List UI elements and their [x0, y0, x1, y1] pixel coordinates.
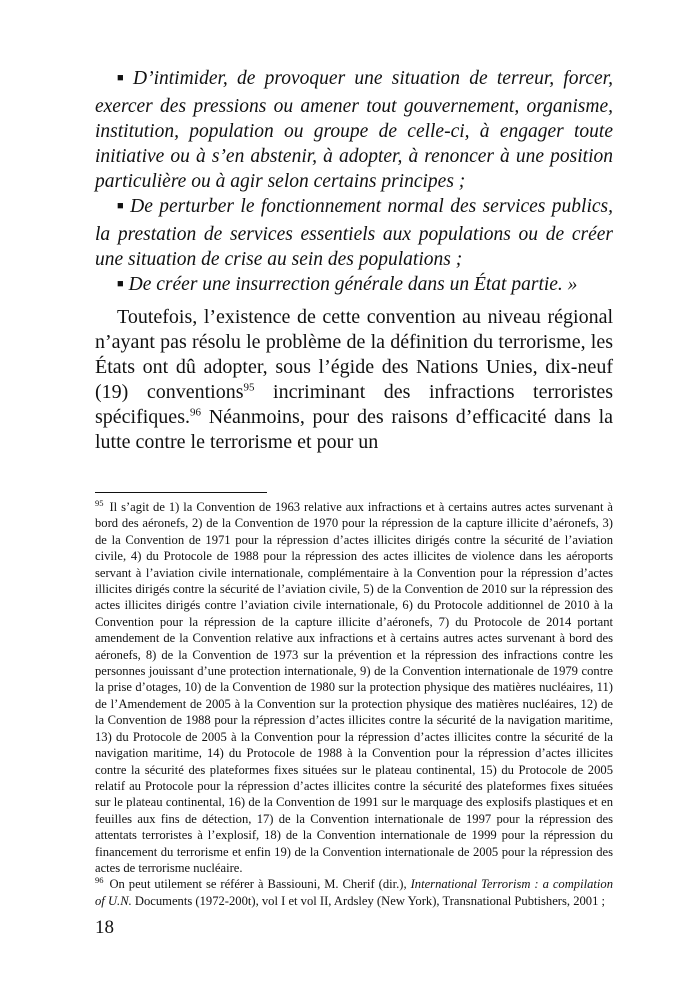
bullet-text: D’intimider, de provoquer une situation de terreur, forcer, exercer des pressions ou amener tout gouvernement, organisme, institution, population ou groupe de celle-ci, à engager toute initiative ou à s’en abstenir, à adopter, à renoncer à une position particulière ou à agir selon certains principes ; — [95, 68, 613, 192]
square-bullet-icon: ■ — [117, 72, 128, 84]
square-bullet-icon: ■ — [117, 278, 124, 290]
footnote-ref-95[interactable]: 95 — [243, 381, 255, 394]
footnote-number: 95 — [95, 497, 104, 508]
footnote-96 — [95, 876, 613, 909]
footnotes-section — [95, 499, 613, 909]
page-number: 18 — [95, 917, 114, 938]
paragraph-text: incriminant des infractions terroristes spécifiques. — [95, 381, 613, 428]
paragraph-text: Néanmoins, pour des raisons d’efficacité dans la lutte contre le terrorisme et pour un — [95, 406, 613, 453]
bullet-item — [95, 272, 613, 300]
footnote-number: 96 — [95, 875, 104, 886]
main-paragraph — [95, 305, 613, 455]
footnote-text: Il s’agit de 1) la Convention de 1963 relative aux infractions et à certains autres actes survenant à bord des aéronefs, 2) de la Convention de 1970 pour la répression de la capture illicite d’aéronefs, 3) de la Convention de 1971 pour la répression d’actes illicites dirigés contre la sécurité de l’aviation civile, 4) du Protocole de 1988 pour la répression des actes illicites de violence dans les aéroports servant à l’aviation civile internationale, complémentaire à la Convention pour la répression d’actes illicites dirigés contre la sécurité de l’aviation civile, 5) de la Convention de 2010 sur la répression des actes illicites dirigés contre l’aviation civile internationale, 6) du Protocole additionnel de 2010 à la Convention pour la répression de la capture illicite d’aéronefs, 7) du Protocole de 2014 portant amendement de la Convention relative aux infractions et à certains autres actes survenant à bord des aéronefs, 8) de la Convention de 1973 sur la prévention et la répression des infractions contre les personnes jouissant d’une protection internationale, 9) de la Convention internationale de 1979 contre la prise d’otages, 10) de la Convention de 1980 sur la protection physique des matières nucléaires, 11) de l’Amendement de 2005 à la Convention sur la protection physique des matières nucléaires, 12) de la Convention de 1988 pour la répression d’actes illicites contre la sécurité de la navigation maritime, 13) du Protocole de 2005 à la Convention pour la répression d’actes illicites contre la sécurité de la navigation maritime, 14) du Protocole de 1988 à la Convention pour la répression d’actes illicites contre la sécurité des plateformes fixes situées sur le plateau continental, 15) du Protocole de 2005 relatif au Protocole pour la répression d’actes illicites contre la sécurité des plateformes fixes situées sur le plateau continental, 16) de la Convention de 1991 sur le marquage des explosifs plastiques et en feuilles aux fins de détection, 17) de la Convention internationale de 1997 pour la répression des attentats terroristes à l’explosif, 18) de la Convention internationale de 1999 pour la répression du financement du terrorisme et enfin 19) de la Convention internationale de 2005 pour la répression des actes de terrorisme nucléaire. — [95, 500, 613, 875]
footnote-ref-96[interactable]: 96 — [189, 406, 201, 419]
square-bullet-icon: ■ — [117, 200, 126, 212]
bullet-list — [95, 66, 613, 300]
bullet-text: De perturber le fonctionnement normal des services publics, la prestation de services essentiels aux populations ou de créer une situation de crise au sein des populations ; — [95, 196, 613, 270]
paragraph-text: Toutefois, l’existence de cette convention au niveau régional n’ayant pas résolu le problème de la définition du terrorisme, les États ont dû adopter, sous l’égide des Nations Unies, dix-neuf (19) conventions — [95, 306, 613, 403]
bullet-text: De créer une insurrection générale dans un État partie. » — [128, 274, 578, 295]
footnote-text: On peut utilement se référer à Bassiouni, M. Cherif (dir.), — [105, 877, 411, 892]
footnote-text: Documents (1972-200t), vol I et vol II, Ardsley (New York), Transnational Pubtishers, 2001 ; — [131, 893, 606, 908]
footnote-divider — [95, 492, 267, 493]
bullet-item — [95, 194, 613, 272]
bullet-item — [95, 66, 613, 194]
footnote-95 — [95, 499, 613, 876]
footnote-italic-title: International Terrorism : a compilation of U.N. — [95, 877, 613, 908]
